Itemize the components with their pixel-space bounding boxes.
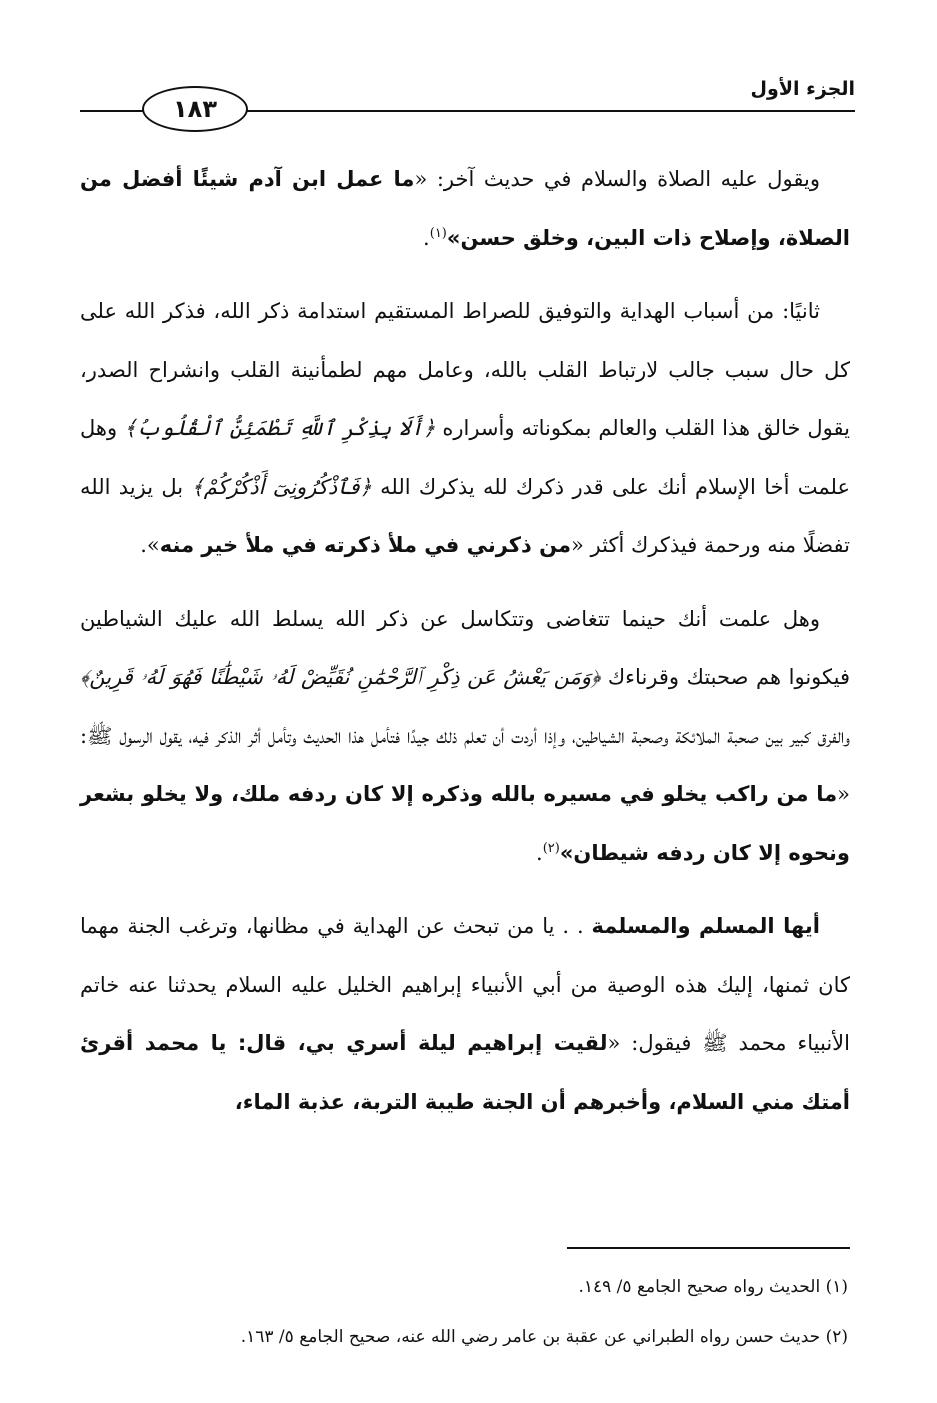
page-number-badge: ١٨٣ (142, 86, 248, 132)
quran-verse: ﴿فَٱذْكُرُونِىٓ أَذْكُرْكُمْ﴾ (191, 474, 372, 499)
text-run: . . يا من تبحث عن الهداية في مظانها، وترغب الجنة مهما كان ثمنها، إليك هذه الوصية من أبي الأنبياء إبراهيم الخليل عليه السلام يحدثنا عنه خاتم الأنبياء محمد ﷺ فيقول: « (80, 914, 850, 1055)
hadith-text: لقيت إبراهيم ليلة أسري بي، قال: يا محمد أقرئ أمتك مني السلام، وأخبرهم أن الجنة طيبة التربة، عذبة الماء، (80, 1031, 850, 1114)
footnote-ref-2[interactable]: (٢) (542, 840, 560, 856)
quran-verse: ﴿وَمَن يَعْشُ عَن ذِكْرِ ٱلرَّحْمَٰنِ نُقَيِّضْ لَهُۥ شَيْطَٰنًا فَهُوَ لَهُۥ قَرِينٌ﴾ (80, 665, 601, 689)
text-run: بل يزيد الله تفضلًا منه ورحمة فيذكرك أكثر « (80, 474, 850, 557)
text-run: والفرق كبير بين صحبة الملائكة وصحبة الشياطين، وإذا أردت أن تعلم ذلك جيدًا فتأمل هذا الحديث وتأمل أثر الذكر فيه، يقول الرسول ﷺ: « (80, 723, 850, 806)
hadith-text: من ذكرني في ملأ ذكرته في ملأ خير منه (159, 533, 571, 557)
footnote-ref-1[interactable]: (١) (429, 225, 447, 241)
address-lead: أيها المسلم والمسلمة (591, 914, 820, 938)
footnote-separator (567, 1247, 850, 1249)
paragraph-3 (80, 590, 850, 883)
text-run: ويقول عليه الصلاة والسلام في حديث آخر: « (414, 167, 820, 191)
paragraph-2 (80, 282, 850, 575)
text-run: ». (140, 533, 160, 557)
hadith-close: » (446, 225, 461, 250)
text-run: . (536, 840, 543, 865)
footnote-2: (٢) حديث حسن رواه الطبراني عن عقبة بن عامر رضي الله عنه، صحيح الجامع ٥/ ١٦٣. (240, 1327, 848, 1347)
footnotes (80, 1262, 848, 1362)
hadith-close: » (559, 840, 574, 865)
hadith-text: ما عمل ابن آدم شيئًا أفضل من الصلاة، وإصلاح ذات البين، وخلق حسن (80, 167, 850, 250)
hadith-text: ما من راكب يخلو في مسيره بالله وذكره إلا كان ردفه ملك، ولا يخلو بشعر ونحوه إلا كان ردفه شيطان (80, 782, 850, 865)
paragraph-1 (80, 150, 850, 267)
text-run: ثانيًا: من أسباب الهداية والتوفيق للصراط المستقيم استدامة ذكر الله، فذكر الله على كل حال سبب جالب لارتباط القلب بالله، وعامل مهم لطمأنينة القلب وانشراح الصدر، يقول خالق هذا القلب والعالم بمكوناته وأسراره (80, 299, 850, 440)
text-run: وهل علمت أخا الإسلام أنك على قدر ذكرك لله يذكرك الله (80, 416, 850, 499)
page-header (80, 72, 855, 132)
quran-verse: ﴿أَلَا بِذِكْرِ ٱللَّهِ تَطْمَئِنُّ ٱلْقُلُوبُ﴾ (124, 416, 436, 440)
text-run: وهل علمت أنك حينما تتغاضى وتتكاسل عن ذكر الله يسلط الله عليك الشياطين فيكونوا هم صحبتك وقرناءك (80, 606, 850, 689)
footnote-1: (١) الحديث رواه صحيح الجامع ٥/ ١٤٩. (578, 1277, 848, 1297)
body-text (80, 150, 850, 1146)
text-run: . (423, 225, 430, 250)
part-title: الجزء الأول (750, 78, 855, 100)
paragraph-4 (80, 897, 850, 1131)
